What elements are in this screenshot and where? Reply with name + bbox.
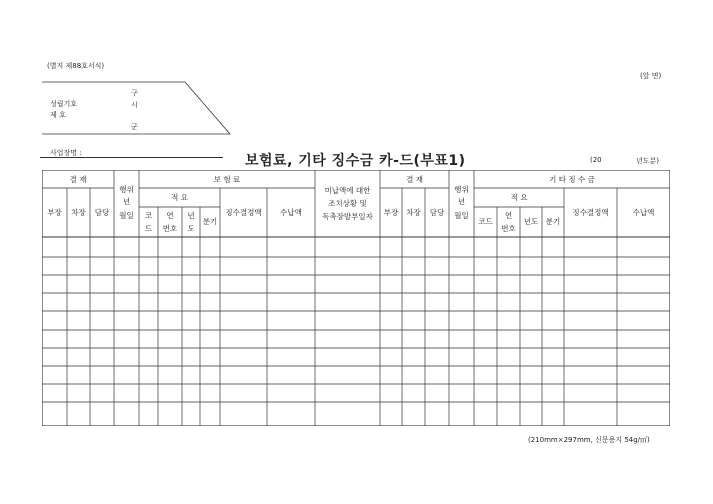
- hdr-act-3-left: 월일: [119, 211, 134, 220]
- office-gun: 군: [131, 123, 138, 131]
- hdr-damdang-right: 담당: [429, 208, 445, 217]
- hdr-nyeondo-right: 년도: [523, 217, 539, 226]
- hdr-code-1-left: 코: [144, 211, 153, 220]
- hdr-yeon-2-left: 번호: [162, 224, 178, 233]
- hdr-code-right: 코드: [478, 217, 493, 226]
- hdr-unpaid-2: 조치상황 및: [328, 199, 367, 208]
- hdr-act-3-right: 월일: [454, 211, 469, 220]
- hdr-damdang-left: 담당: [94, 208, 110, 217]
- office-gu: 구: [131, 89, 138, 97]
- hdr-act-1-left: 행위: [119, 185, 134, 194]
- hdr-jeokyo-left: 적 요: [171, 193, 188, 202]
- hdr-yeon-2-right: 번호: [501, 224, 516, 233]
- hdr-code-2-left: 드: [144, 224, 153, 233]
- hdr-gyeoljeong-right: 징수결정액: [572, 208, 609, 217]
- document-title: 보험료, 기타 징수금 카-드(부표1): [245, 153, 466, 169]
- ledger-table: [42, 170, 670, 426]
- office-label-no: 제 호: [50, 111, 66, 119]
- hdr-chajang-right: 차장: [406, 208, 421, 217]
- hdr-nyeon-1-left: 년: [187, 211, 195, 220]
- hdr-nyeon-2-left: 도: [187, 224, 195, 233]
- page-side-label: (앞 면): [640, 72, 662, 80]
- hdr-yeon-1-left: 연: [166, 211, 174, 220]
- hdr-jeokyo-right: 적 요: [510, 193, 528, 202]
- hdr-chajang-left: 차장: [71, 208, 86, 217]
- hdr-act-2-right: 년: [457, 197, 466, 206]
- hdr-yeon-1-right: 연: [504, 211, 513, 220]
- hdr-insurance: 보 험 료: [213, 175, 241, 184]
- hdr-sunap-right: 수납액: [632, 208, 655, 217]
- hdr-act-2-left: 년: [122, 197, 131, 206]
- hdr-unpaid-1: 미납액에 대한: [324, 186, 371, 195]
- office-si: 시: [131, 101, 138, 109]
- hdr-buchang-right: 부장: [383, 208, 399, 217]
- hdr-gyeoljeong-left: 징수결정액: [225, 208, 262, 217]
- form-code: (별지 제88호서식): [47, 62, 105, 70]
- hdr-approval-right: 결 재: [406, 175, 423, 184]
- office-box: [40, 80, 240, 140]
- business-name-line: [40, 157, 223, 158]
- hdr-other: 기 타 징 수 금: [549, 175, 595, 184]
- paper-spec-footer: (210mm×297mm, 신문용지 54g/㎡): [528, 436, 650, 444]
- office-label-est: 성립기호: [50, 100, 78, 108]
- hdr-sunap-left: 수납액: [280, 208, 302, 217]
- hdr-buchang-left: 부장: [47, 208, 62, 217]
- business-name-label: 사업장명 :: [50, 149, 82, 157]
- hdr-approval-left: 결 재: [69, 175, 87, 184]
- year-suffix: 년도분): [636, 157, 660, 165]
- hdr-bungi-left: 분기: [202, 217, 218, 226]
- hdr-bungi-right: 분기: [545, 217, 561, 226]
- hdr-unpaid-3: 독촉장발부일자: [322, 212, 373, 221]
- year-prefix: (20: [590, 156, 602, 164]
- hdr-act-1-right: 행위: [454, 185, 469, 194]
